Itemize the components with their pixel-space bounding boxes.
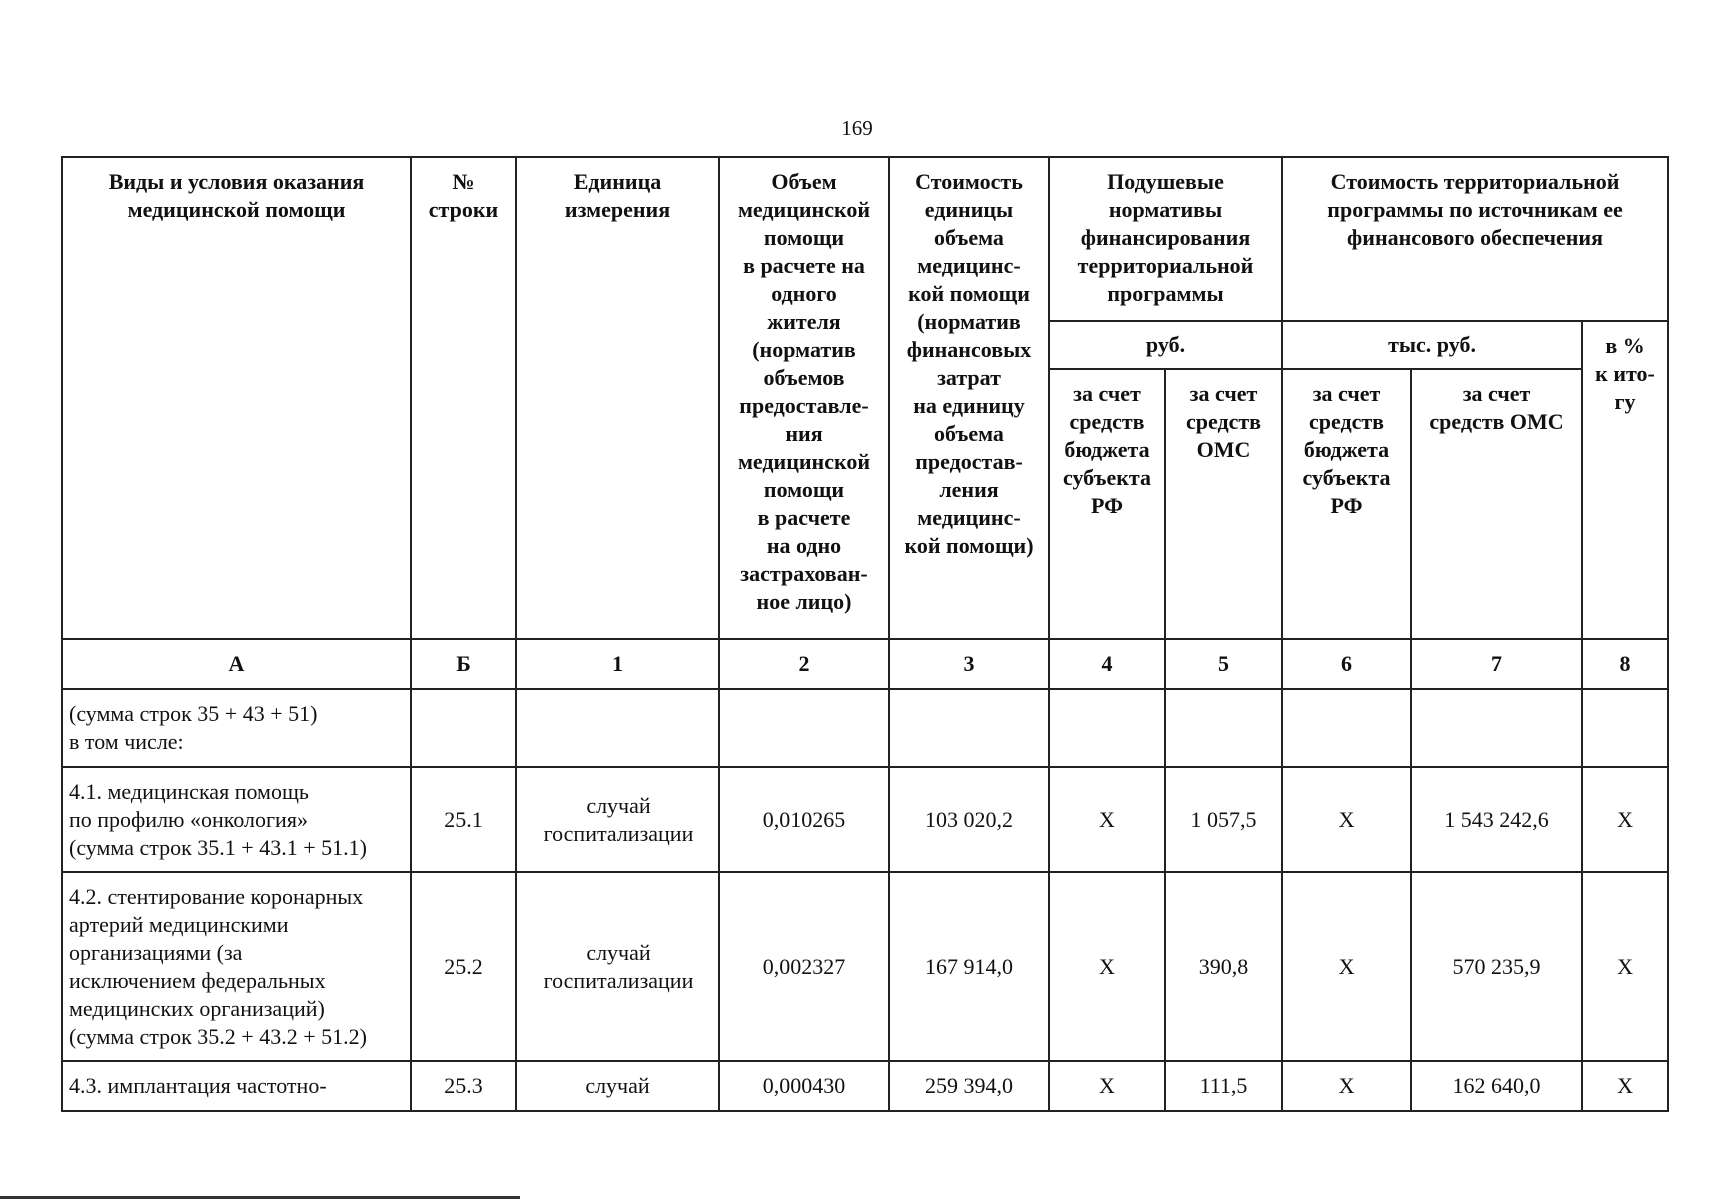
row-pc-budget-cell: Х [1049, 1061, 1165, 1111]
row-pc-oms-cell [1165, 689, 1282, 767]
row-name-cell: (сумма строк 35 + 43 + 51) в том числе: [62, 689, 411, 767]
row-tc-budget-cell: Х [1282, 872, 1411, 1061]
page-number: 169 [841, 116, 873, 140]
index-cell: 8 [1582, 639, 1668, 689]
row-unit-cell [516, 689, 719, 767]
row-cost-cell: 259 394,0 [889, 1061, 1049, 1111]
row-tc-oms-cell: 162 640,0 [1411, 1061, 1582, 1111]
row-tc-oms-cell: 1 543 242,6 [1411, 767, 1582, 872]
row-line-cell [411, 689, 516, 767]
header-col-6: за счет средств бюджета субъекта РФ [1282, 369, 1411, 639]
index-cell: 7 [1411, 639, 1582, 689]
row-cost-cell [889, 689, 1049, 767]
table-row [62, 689, 1668, 767]
row-volume-cell: 0,010265 [719, 767, 889, 872]
header-col-a: Виды и условия оказания медицинской помощи [62, 157, 411, 639]
header-group-per-capita: Подушевые нормативы финансирования территориальной программы [1049, 157, 1282, 321]
row-unit-cell: случай госпитализации [516, 767, 719, 872]
header-col-7: за счет средств ОМС [1411, 369, 1582, 639]
table-row [62, 767, 1668, 872]
row-line-cell: 25.1 [411, 767, 516, 872]
row-name-cell: 4.1. медицинская помощь по профилю «онкология» (сумма строк 35.1 + 43.1 + 51.1) [62, 767, 411, 872]
table-row [62, 1061, 1668, 1111]
row-pc-oms-cell: 390,8 [1165, 872, 1282, 1061]
row-volume-cell: 0,002327 [719, 872, 889, 1061]
row-pc-budget-cell: Х [1049, 872, 1165, 1061]
index-cell: 3 [889, 639, 1049, 689]
row-cost-cell: 167 914,0 [889, 872, 1049, 1061]
scan-edge-line [0, 1196, 520, 1199]
row-unit-cell: случай госпитализации [516, 872, 719, 1061]
row-line-cell: 25.2 [411, 872, 516, 1061]
index-cell: 4 [1049, 639, 1165, 689]
header-col-2: Объем медицинской помощи в расчете на одного жителя (норматив объемов предоставле- ния медицинской помощи в расчете на одно застрахован- ное лицо) [719, 157, 889, 639]
column-index-row [62, 639, 1668, 689]
row-tc-budget-cell [1282, 689, 1411, 767]
header-col-1: Единица измерения [516, 157, 719, 639]
row-percent-cell: Х [1582, 1061, 1668, 1111]
header-col-3: Стоимость единицы объема медицинс- кой помощи (норматив финансовых затрат на единицу объема предостав- ления медицинс- кой помощи) [889, 157, 1049, 639]
row-pc-oms-cell: 1 057,5 [1165, 767, 1282, 872]
row-tc-oms-cell: 570 235,9 [1411, 872, 1582, 1061]
header-unit-rub: руб. [1049, 321, 1282, 369]
header-percent-total: в % к ито- гу [1582, 321, 1668, 639]
index-cell: Б [411, 639, 516, 689]
row-unit-cell: случай [516, 1061, 719, 1111]
row-name-cell: 4.2. стентирование коронарных артерий медицинскими организациями (за исключением федеральных медицинских организаций) (сумма строк 35.2 + 43.2 + 51.2) [62, 872, 411, 1061]
header-col-4: за счет средств бюджета субъекта РФ [1049, 369, 1165, 639]
row-percent-cell [1582, 689, 1668, 767]
row-percent-cell: Х [1582, 872, 1668, 1061]
row-tc-oms-cell [1411, 689, 1582, 767]
header-group-cost: Стоимость территориальной программы по источникам ее финансового обеспечения [1282, 157, 1668, 321]
index-cell: А [62, 639, 411, 689]
row-pc-budget-cell [1049, 689, 1165, 767]
row-name-cell: 4.3. имплантация частотно- [62, 1061, 411, 1111]
row-cost-cell: 103 020,2 [889, 767, 1049, 872]
row-tc-budget-cell: Х [1282, 767, 1411, 872]
header-col-5: за счет средств ОМС [1165, 369, 1282, 639]
financing-table [61, 156, 1669, 1112]
row-volume-cell [719, 689, 889, 767]
row-pc-budget-cell: Х [1049, 767, 1165, 872]
row-volume-cell: 0,000430 [719, 1061, 889, 1111]
header-unit-thousand-rub: тыс. руб. [1282, 321, 1582, 369]
table-row [62, 872, 1668, 1061]
row-line-cell: 25.3 [411, 1061, 516, 1111]
header-row-1 [62, 157, 1668, 321]
index-cell: 2 [719, 639, 889, 689]
header-col-b: № строки [411, 157, 516, 639]
row-percent-cell: Х [1582, 767, 1668, 872]
index-cell: 5 [1165, 639, 1282, 689]
row-tc-budget-cell: Х [1282, 1061, 1411, 1111]
row-pc-oms-cell: 111,5 [1165, 1061, 1282, 1111]
index-cell: 6 [1282, 639, 1411, 689]
index-cell: 1 [516, 639, 719, 689]
